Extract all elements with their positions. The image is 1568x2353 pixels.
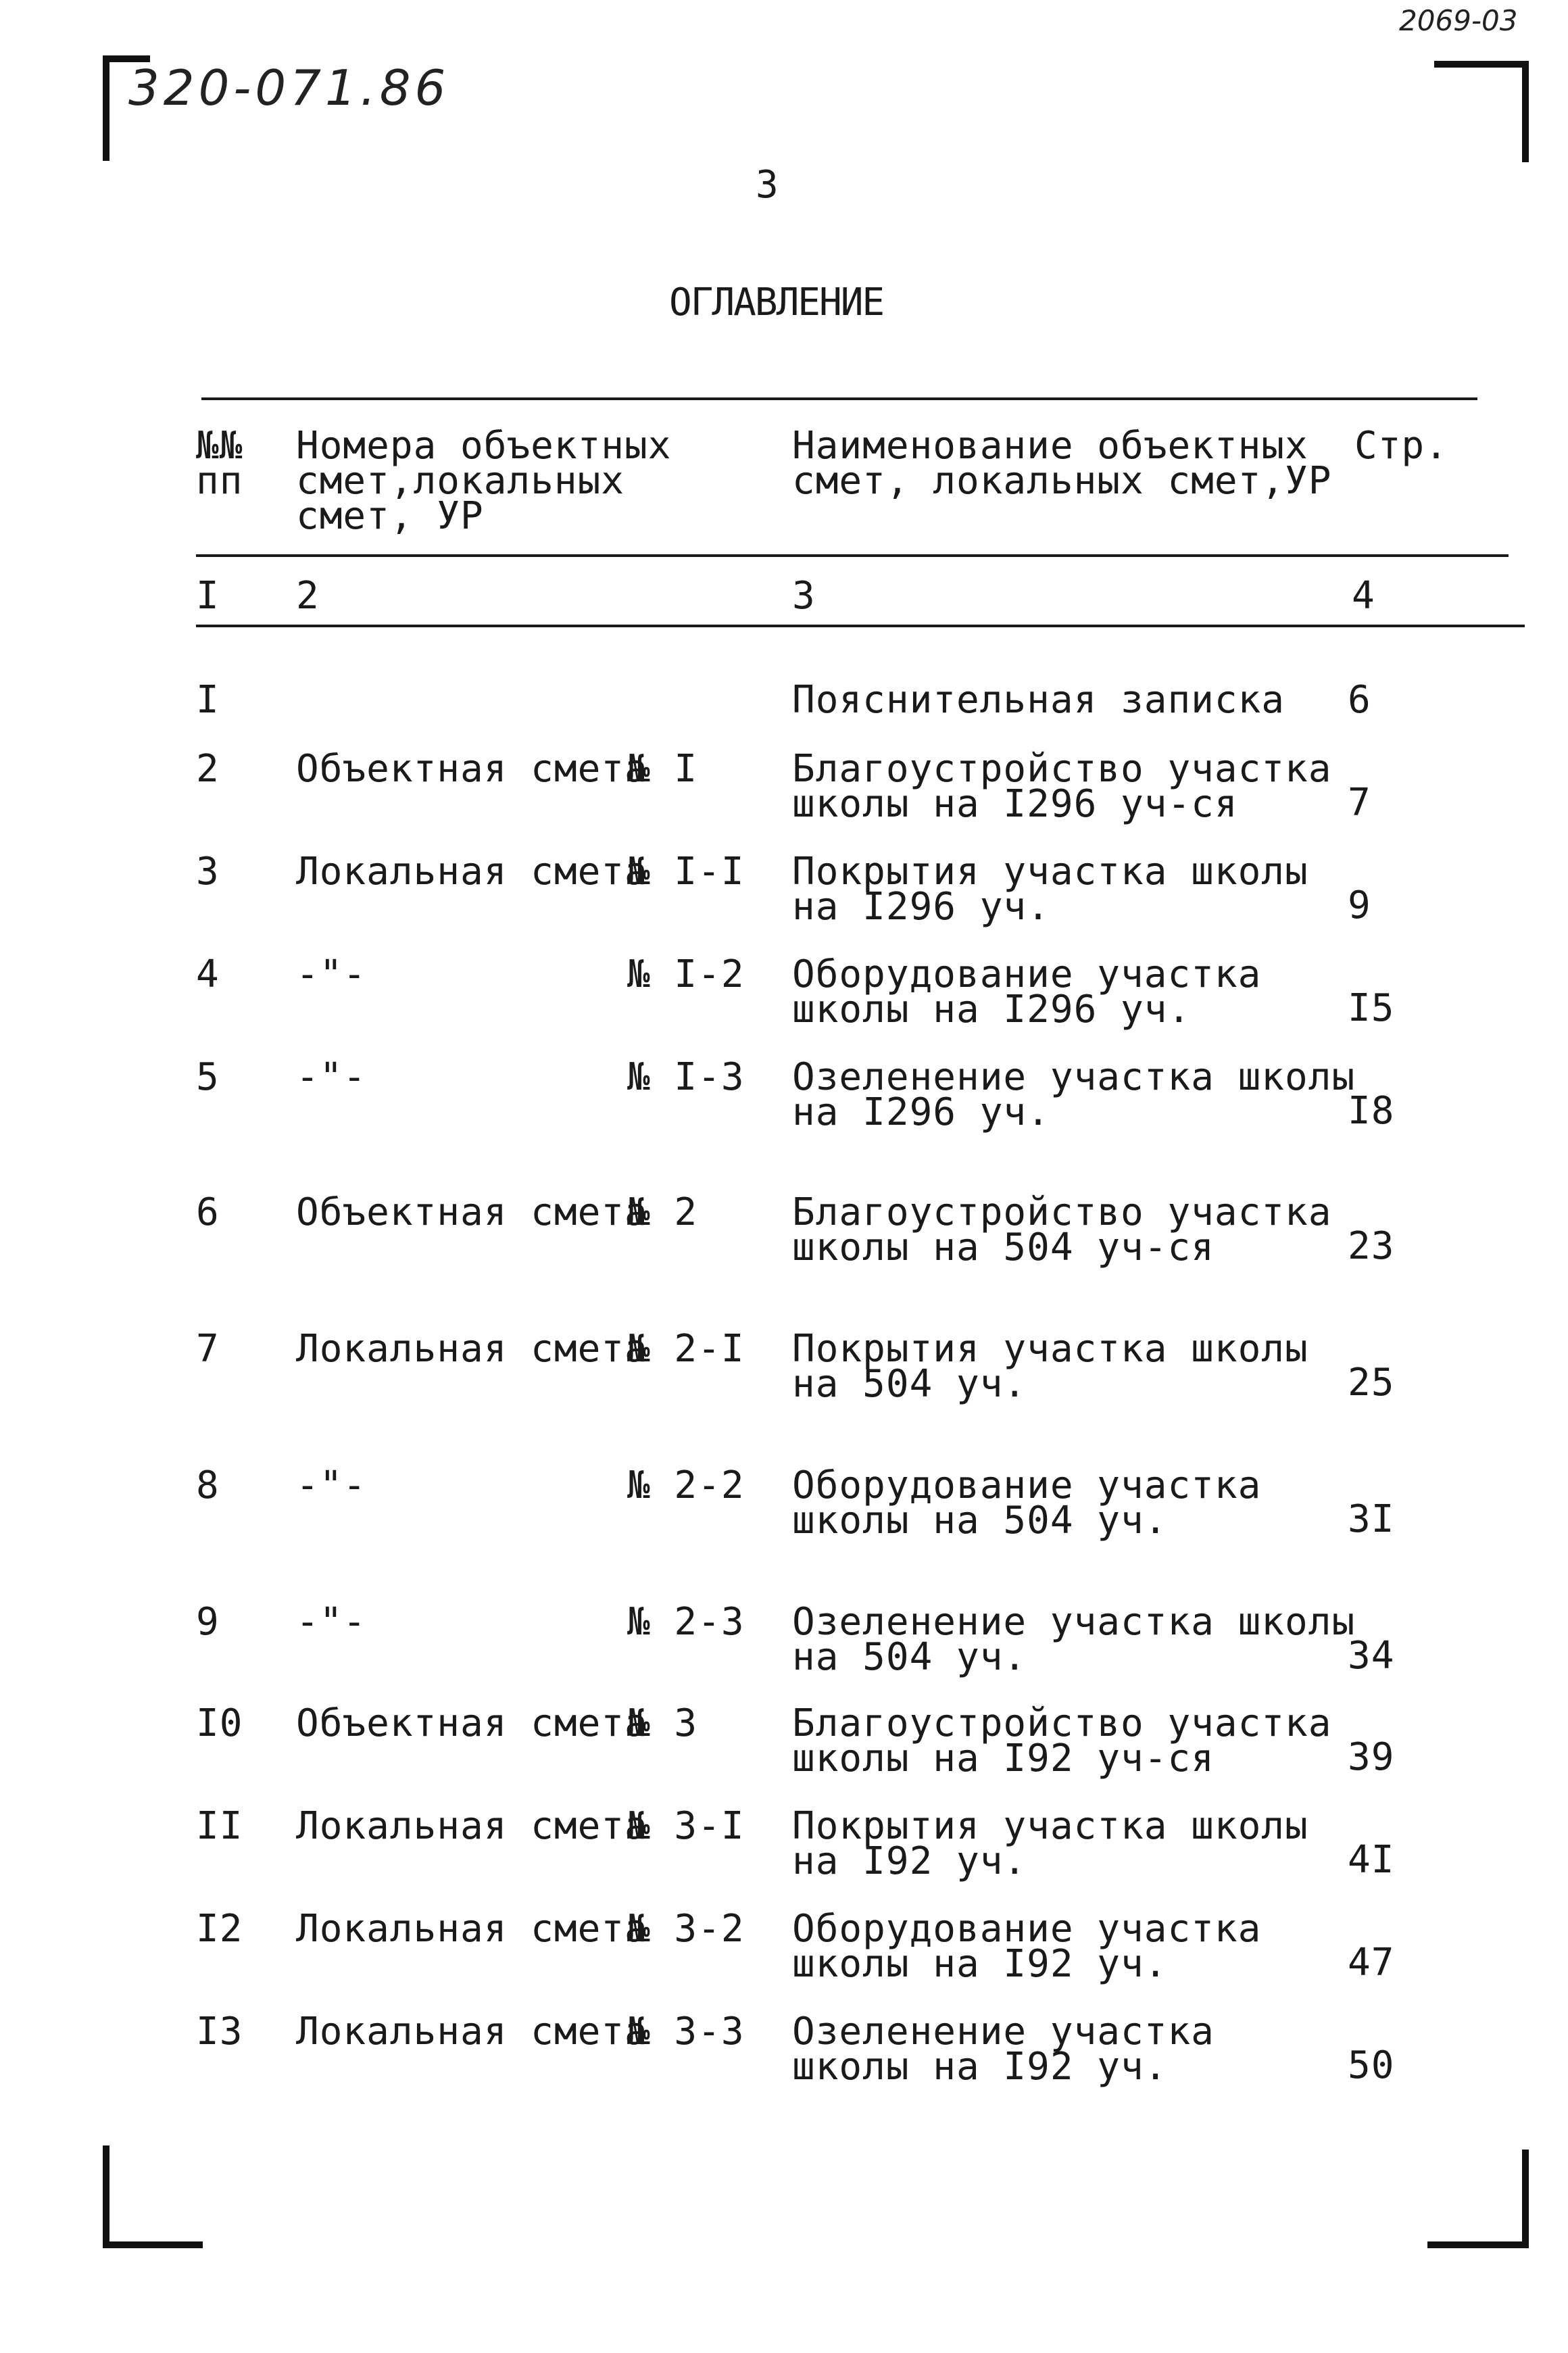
row-estimate-number: № 3-2 <box>627 1907 745 1951</box>
row-estimate-name: Благоустройство участка школы на I296 уч-ся <box>792 747 1332 826</box>
row-estimate-type: -"- <box>296 1055 367 1099</box>
row-estimate-type: Локальная смета <box>296 1327 648 1371</box>
row-index: I3 <box>196 2010 243 2054</box>
row-index: 7 <box>196 1327 220 1371</box>
page-number: 3 <box>756 163 779 207</box>
row-estimate-number: № I-I <box>627 850 745 894</box>
row-estimate-type: Локальная смета <box>296 1804 648 1848</box>
row-estimate-name: Озеленение участка школы на I92 уч. <box>792 2010 1215 2089</box>
row-page: 4I <box>1348 1838 1395 1882</box>
column-number: 3 <box>792 574 816 618</box>
row-estimate-number: № I-3 <box>627 1055 745 1099</box>
row-estimate-name: Покрытия участка школы на I296 уч. <box>792 850 1308 929</box>
frame-corner-bottom-left <box>103 2145 109 2248</box>
frame-corner-top-right <box>1522 61 1529 162</box>
row-estimate-type: Локальная смета <box>296 1907 648 1951</box>
row-estimate-number: № I-2 <box>627 952 745 996</box>
row-page: 3I <box>1348 1497 1395 1541</box>
row-estimate-number: № 2 <box>627 1190 698 1234</box>
row-page: 25 <box>1348 1361 1395 1405</box>
row-estimate-number: № 2-2 <box>627 1463 745 1507</box>
row-estimate-name: Пояснительная записка <box>792 678 1285 722</box>
row-estimate-type: -"- <box>296 952 367 996</box>
row-index: II <box>196 1804 243 1848</box>
row-index: I <box>196 678 220 722</box>
row-estimate-number: № 3 <box>627 1701 698 1745</box>
row-page: I8 <box>1348 1089 1395 1133</box>
row-estimate-type: -"- <box>296 1463 367 1507</box>
row-index: 2 <box>196 747 220 791</box>
row-estimate-name: Благоустройство участка школы на I92 уч-ся <box>792 1701 1332 1780</box>
row-estimate-number: № 2-3 <box>627 1600 745 1644</box>
row-estimate-name: Покрытия участка школы на 504 уч. <box>792 1327 1308 1406</box>
column-number: 2 <box>296 574 320 618</box>
page-title: ОГЛАВЛЕНИЕ <box>669 281 884 324</box>
row-estimate-type: Объектная смета <box>296 1190 648 1234</box>
row-estimate-type: Объектная смета <box>296 747 648 791</box>
frame-corner-bottom-right <box>1522 2150 1529 2248</box>
row-index: 9 <box>196 1600 220 1644</box>
header-estimate-name: Наименование объектных смет, локальных смет,УР <box>792 424 1332 503</box>
row-index: 4 <box>196 952 220 996</box>
handwritten-doc-code: 320-071.86 <box>128 59 450 116</box>
row-page: 50 <box>1348 2043 1395 2087</box>
frame-corner-bottom-right <box>1427 2241 1529 2248</box>
row-estimate-name: Благоустройство участка школы на 504 уч-ся <box>792 1190 1332 1269</box>
row-page: 9 <box>1348 883 1371 927</box>
row-estimate-number: № 3-3 <box>627 2010 745 2054</box>
row-page: 39 <box>1348 1735 1395 1779</box>
row-index: 6 <box>196 1190 220 1234</box>
row-estimate-number: № I <box>627 747 698 791</box>
row-index: 5 <box>196 1055 220 1099</box>
row-page: 6 <box>1348 678 1371 722</box>
row-estimate-type: Локальная смета <box>296 850 648 894</box>
row-page: I5 <box>1348 986 1395 1030</box>
row-estimate-name: Покрытия участка школы на I92 уч. <box>792 1804 1308 1883</box>
row-index: 3 <box>196 850 220 894</box>
row-estimate-number: № 3-I <box>627 1804 745 1848</box>
column-numbers-rule <box>196 625 1525 627</box>
row-estimate-name: Оборудование участка школы на I296 уч. <box>792 952 1262 1032</box>
header-bottom-rule <box>196 554 1509 557</box>
row-page: 7 <box>1348 781 1371 825</box>
row-estimate-name: Озеленение участка школы на I296 уч. <box>792 1055 1356 1134</box>
frame-corner-top-right <box>1434 61 1529 68</box>
header-estimate-number: Номера объектных смет,локальных смет, УР <box>296 424 672 538</box>
row-estimate-name: Озеленение участка школы на 504 уч. <box>792 1600 1356 1679</box>
row-index: I0 <box>196 1701 243 1745</box>
row-index: 8 <box>196 1463 220 1507</box>
row-page: 23 <box>1348 1224 1395 1268</box>
row-estimate-type: Объектная смета <box>296 1701 648 1745</box>
handwritten-archive-number: 2069-03 <box>1399 4 1518 37</box>
frame-corner-bottom-left <box>103 2241 203 2248</box>
frame-corner-top-left <box>103 55 109 161</box>
row-estimate-type: Локальная смета <box>296 2010 648 2054</box>
row-page: 47 <box>1348 1941 1395 1985</box>
row-estimate-name: Оборудование участка школы на 504 уч. <box>792 1463 1262 1543</box>
row-index: I2 <box>196 1907 243 1951</box>
column-number: I <box>196 574 220 618</box>
row-page: 34 <box>1348 1634 1395 1678</box>
column-number: 4 <box>1352 574 1375 618</box>
row-estimate-number: № 2-I <box>627 1327 745 1371</box>
row-estimate-type: -"- <box>296 1600 367 1644</box>
table-top-rule <box>201 397 1477 400</box>
header-index: №№ пп <box>196 424 243 503</box>
row-estimate-name: Оборудование участка школы на I92 уч. <box>792 1907 1262 1986</box>
header-page: Стр. <box>1354 424 1448 468</box>
